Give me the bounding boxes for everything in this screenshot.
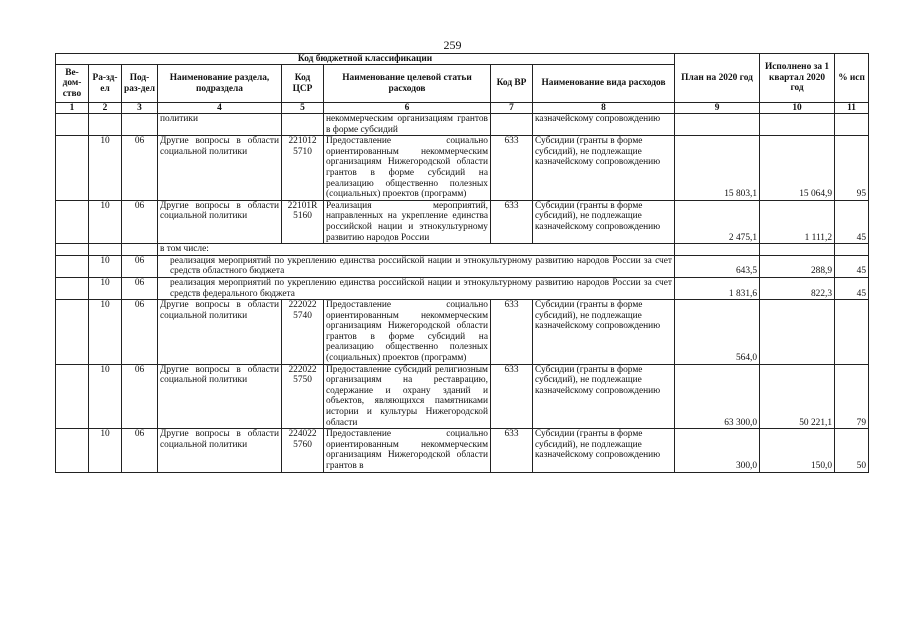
podrazdel-header: Под-раз-дел: [122, 65, 158, 103]
vr-code-cell: 633: [491, 364, 533, 429]
column-index: 7: [491, 103, 533, 114]
column-index: 8: [533, 103, 675, 114]
column-index: 5: [282, 103, 324, 114]
percent-header: % исп: [835, 54, 869, 103]
csr-code-header: Код ЦСР: [282, 65, 324, 103]
plan-cell: 2 475,1: [675, 200, 760, 243]
csr-code-cell: 222022 5750: [282, 364, 324, 429]
table-row: [56, 114, 869, 136]
vedomstvo-cell: [56, 429, 89, 472]
page-number: 259: [443, 38, 462, 52]
section-name-cell: политики: [158, 114, 282, 136]
percent-cell: 45: [835, 200, 869, 243]
csr-code-cell: 221012 5710: [282, 136, 324, 201]
executed-cell: 15 064,9: [760, 136, 835, 201]
plan-cell: [675, 114, 760, 136]
executed-cell: 822,3: [760, 277, 835, 299]
expense-type-cell: Субсидии (гранты в форме субсидий), не подлежащие казначейскому сопровождению: [533, 200, 675, 243]
section-name-cell: Другие вопросы в области социальной политики: [158, 364, 282, 429]
plan-cell: 643,5: [675, 255, 760, 277]
podrazdel-cell: [122, 114, 158, 136]
vedomstvo-cell: [56, 364, 89, 429]
expense-type-cell: Субсидии (гранты в форме субсидий), не подлежащие казначейскому сопровождению: [533, 300, 675, 365]
column-index: 4: [158, 103, 282, 114]
podrazdel-cell: 06: [122, 255, 158, 277]
razdel-cell: 10: [89, 364, 122, 429]
percent-cell: 45: [835, 255, 869, 277]
razdel-cell: 10: [89, 136, 122, 201]
table-row: [56, 136, 869, 201]
razdel-cell: 10: [89, 429, 122, 472]
percent-cell: 95: [835, 136, 869, 201]
vedomstvo-cell: [56, 136, 89, 201]
percent-cell: 45: [835, 277, 869, 299]
column-index: 1: [56, 103, 89, 114]
table-row: [56, 244, 869, 256]
target-article-cell: Предоставление социально ориентированным некоммерческим организациям Нижегородской области грантов в форме субсидий на реализацию общественно полезных (социальных) проектов (программ): [324, 300, 491, 365]
executed-cell: 1 111,2: [760, 200, 835, 243]
plan-cell: 564,0: [675, 300, 760, 365]
razdel-cell: 10: [89, 255, 122, 277]
column-index: 6: [324, 103, 491, 114]
column-index: 9: [675, 103, 760, 114]
razdel-header: Ра-зд-ел: [89, 65, 122, 103]
section-name-cell: Другие вопросы в области социальной политики: [158, 200, 282, 243]
percent-cell: 50: [835, 429, 869, 472]
section-name-cell: Другие вопросы в области социальной политики: [158, 429, 282, 472]
percent-cell: 79: [835, 364, 869, 429]
vr-code-cell: 633: [491, 200, 533, 243]
razdel-cell: 10: [89, 300, 122, 365]
table-row: [56, 300, 869, 365]
csr-code-cell: 222022 5740: [282, 300, 324, 365]
including-label: в том числе:: [158, 244, 675, 256]
podrazdel-cell: 06: [122, 364, 158, 429]
expense-type-header: Наименование вида расходов: [533, 65, 675, 103]
target-article-cell: Предоставление социально ориентированным некоммерческим организациям Нижегородской области грантов в форме субсидий на реализацию общественно полезных (социальных) проектов (программ): [324, 136, 491, 201]
plan-cell: 1 831,6: [675, 277, 760, 299]
target-article-cell: некоммерческим организациям грантов в форме субсидий: [324, 114, 491, 136]
vedomstvo-header: Ве-дом-ство: [56, 65, 89, 103]
executed-cell: [760, 114, 835, 136]
section-name-header: Наименование раздела, подраздела: [158, 65, 282, 103]
percent-cell: [835, 114, 869, 136]
plan-cell: 63 300,0: [675, 364, 760, 429]
podrazdel-cell: 06: [122, 200, 158, 243]
csr-code-cell: 224022 5760: [282, 429, 324, 472]
section-name-cell: Другие вопросы в области социальной политики: [158, 136, 282, 201]
target-article-cell: Предоставление социально ориентированным некоммерческим организациям Нижегородской области грантов в: [324, 429, 491, 472]
column-index-row: [56, 103, 869, 114]
expense-type-cell: Субсидии (гранты в форме субсидий), не подлежащие казначейскому сопровождению: [533, 364, 675, 429]
subitem-description: реализация мероприятий по укреплению единства российской нации и этнокультурному развитию народов России за счет средств областного бюджета: [158, 255, 675, 277]
podrazdel-cell: 06: [122, 136, 158, 201]
vedomstvo-cell: [56, 200, 89, 243]
csr-code-cell: [282, 114, 324, 136]
razdel-cell: 10: [89, 277, 122, 299]
column-index: 3: [122, 103, 158, 114]
plan-cell: 300,0: [675, 429, 760, 472]
razdel-cell: 10: [89, 200, 122, 243]
executed-cell: [760, 300, 835, 365]
vedomstvo-cell: [56, 300, 89, 365]
section-name-cell: Другие вопросы в области социальной политики: [158, 300, 282, 365]
plan-header: План на 2020 год: [675, 54, 760, 103]
podrazdel-cell: 06: [122, 277, 158, 299]
subitem-description: реализация мероприятий по укреплению единства российской нации и этнокультурному развитию народов России за счет средств федерального бюджета: [158, 277, 675, 299]
podrazdel-cell: 06: [122, 429, 158, 472]
percent-cell: [835, 300, 869, 365]
budget-classification-header: Код бюджетной классификации: [56, 54, 675, 65]
column-index: 11: [835, 103, 869, 114]
target-article-cell: Реализация мероприятий, направленных на укрепление единства российской нации и этнокультурному развитию народов России: [324, 200, 491, 243]
budget-table: [55, 53, 869, 473]
executed-cell: 288,9: [760, 255, 835, 277]
vr-code-cell: 633: [491, 300, 533, 365]
vedomstvo-cell: [56, 114, 89, 136]
vr-code-cell: 633: [491, 136, 533, 201]
executed-header: Исполнено за 1 квартал 2020 год: [760, 54, 835, 103]
table-row: [56, 255, 869, 277]
vr-code-cell: [491, 114, 533, 136]
column-index: 10: [760, 103, 835, 114]
column-index: 2: [89, 103, 122, 114]
table-row: [56, 277, 869, 299]
plan-cell: 15 803,1: [675, 136, 760, 201]
expense-type-cell: Субсидии (гранты в форме субсидий), не подлежащие казначейскому сопровождению: [533, 429, 675, 472]
executed-cell: 50 221,1: [760, 364, 835, 429]
expense-type-cell: казначейскому сопровождению: [533, 114, 675, 136]
table-row: [56, 429, 869, 472]
target-article-header: Наименование целевой статьи расходов: [324, 65, 491, 103]
target-article-cell: Предоставление субсидий религиозным организациям на реставрацию, содержание и охрану зданий и объектов, являющихся памятниками истории и культуры Нижегородской области: [324, 364, 491, 429]
expense-type-cell: Субсидии (гранты в форме субсидий), не подлежащие казначейскому сопровождению: [533, 136, 675, 201]
podrazdel-cell: 06: [122, 300, 158, 365]
table-row: [56, 364, 869, 429]
vr-code-header: Код ВР: [491, 65, 533, 103]
table-row: [56, 200, 869, 243]
executed-cell: 150,0: [760, 429, 835, 472]
vr-code-cell: 633: [491, 429, 533, 472]
csr-code-cell: 22101R 5160: [282, 200, 324, 243]
razdel-cell: [89, 114, 122, 136]
